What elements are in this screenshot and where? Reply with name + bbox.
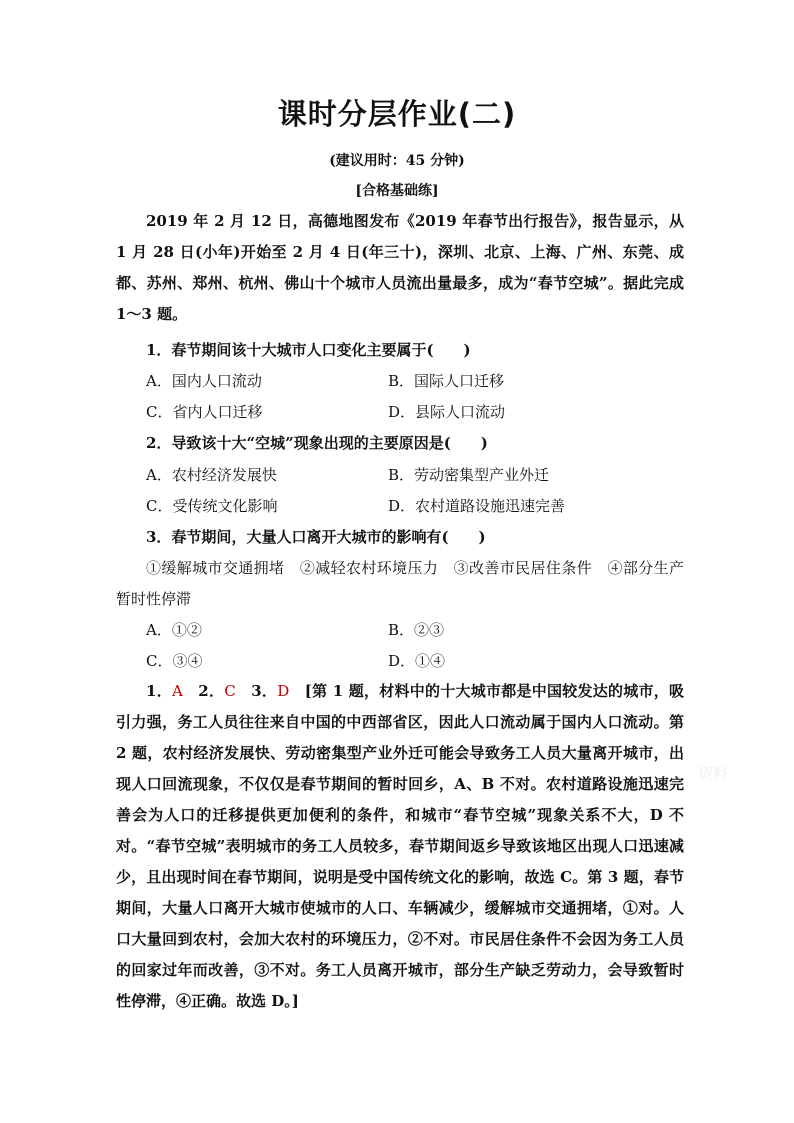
answer-letter-1: A — [171, 682, 183, 700]
question-3-stem: 3．春节期间，大量人口离开大城市的影响有( ) — [146, 528, 486, 546]
question-1-option-a: A．国内人口流动 — [146, 372, 262, 390]
suggested-time: (建议用时：45 分钟) — [329, 153, 465, 169]
question-1-option-b: B．国际人口迁移 — [388, 372, 505, 390]
question-1-option-d: D．县际人口流动 — [388, 403, 506, 421]
question-3-option-d: D．①④ — [388, 652, 446, 670]
question-2-option-b: B．劳动密集型产业外迁 — [388, 466, 550, 484]
question-2-option-d: D．农村道路设施迅速完善 — [388, 497, 566, 515]
answer-number-2: 2． — [182, 682, 225, 700]
reading-passage: 2019 年 2 月 12 日，高德地图发布《2019 年春节出行报告》，报告显示，从 1 月 28 日(小年)开始至 2 月 4 日(年三十)，深圳、北京、上海、广州、东莞、成都、苏州、郑州、杭州、佛山十个城市人员流出量最多，成为“春节空城”。据此完成 1～3 题。 — [116, 212, 684, 323]
question-3-option-a: A．①② — [146, 621, 202, 639]
page-title: 课时分层作业(二) — [277, 97, 517, 131]
question-3-statements: ①缓解城市交通拥堵 ②减轻农村环境压力 ③改善市民居住条件 ④部分生产暂时性停滞 — [116, 559, 684, 608]
answer-letter-3: D — [277, 682, 290, 700]
question-3-option-b: B．②③ — [388, 621, 445, 639]
question-1-option-c: C．省内人口迁移 — [146, 403, 263, 421]
question-3-option-c: C．③④ — [146, 652, 203, 670]
question-2-stem: 2．导致该十大“空城”现象出现的主要原因是( ) — [146, 434, 488, 452]
answer-explanation — [116, 676, 684, 1017]
section-heading: [合格基础练] — [355, 183, 439, 199]
question-2-option-c: C．受传统文化影响 — [146, 497, 278, 515]
question-1-stem: 1．春节期间该十大城市人口变化主要属于( ) — [146, 341, 471, 359]
explanation-text: [第 1 题，材料中的十大城市都是中国较发达的城市，吸引力强，务工人员往往来自中国的中西部省区，因此人口流动属于国内人口流动。第 2 题，农村经济发展快、劳动密集型产业外迁可能会导致务工人员大量离开城市，出现人口回流现象，不仅仅是春节期间的暂时回乡，A、B 不对。农村道路设施迅速完善会为人口的迁移提供更加便利的条件，和城市“春节空城”现象关系不大，D 不对。“春节空城”表明城市的务工人员较多，春节期间返乡导致该地区出现人口迅速减少，且出现时间在春节期间，说明是受中国传统文化的影响，故选 C。第 3 题，春节期间，大量人口离开大城市使城市的人口、车辆减少，缓解城市交通拥堵，①对。人口大量回到农村，会加大农村的环境压力，②不对。市民居住条件不会因为务工人员的回家过年而改善，③不对。务工人员离开城市，部分生产缺乏劳动力，会导致暂时性停滞，④正确。故选 D。] — [116, 682, 685, 1010]
watermark: 资料 — [698, 764, 729, 782]
question-2-option-a: A．农村经济发展快 — [146, 466, 277, 484]
answer-letter-2: C — [224, 682, 236, 700]
answer-number-3: 3． — [235, 682, 278, 700]
answer-number-1: 1． — [146, 682, 172, 700]
